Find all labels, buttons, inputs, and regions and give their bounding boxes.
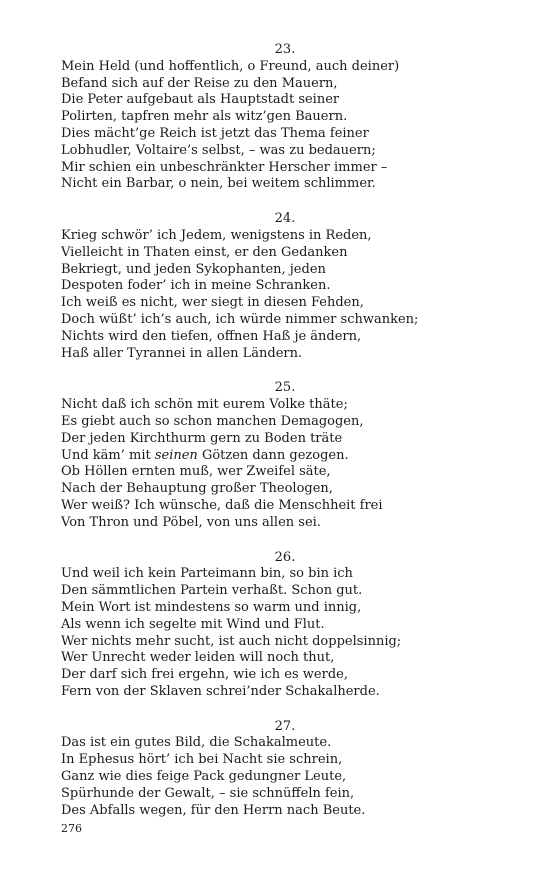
stanza — [61, 42, 501, 193]
verse-text: Nicht ein Barbar, o nein, bei weitem schlimmer. — [61, 176, 376, 192]
verse-text: Nach der Behauptung großer Theologen, — [61, 481, 333, 497]
verse-line — [61, 617, 501, 634]
verse-line — [61, 583, 501, 600]
verse-text: Dies mächt’ge Reich ist jetzt das Thema feiner — [61, 125, 369, 141]
verse-text: Haß aller Tyrannei in allen Ländern. — [61, 345, 303, 361]
verse-line — [61, 143, 501, 160]
verse-text: Polirten, tapfren mehr als witz’gen Bauern. — [61, 109, 348, 125]
verse-line — [61, 566, 501, 583]
verse-line — [61, 176, 501, 193]
verse-line — [61, 397, 501, 414]
verse-line — [61, 126, 501, 143]
verse-line — [61, 329, 501, 346]
stanza-number: 26. — [274, 549, 296, 565]
verse-line — [61, 92, 501, 109]
poem-text — [61, 42, 501, 837]
verse-text: Als wenn ich segelte mit Wind und Flut. — [61, 616, 325, 632]
verse-line — [61, 346, 501, 363]
verse-text: Mein Held (und hoffentlich, o Freund, auch deiner) — [61, 58, 400, 74]
verse-text: Des Abfalls wegen, für den Herrn nach Beute. — [61, 802, 366, 818]
verse-text: Ob Höllen ernten muß, wer Zweifel säte, — [61, 464, 331, 480]
verse-text: Den sämmtlichen Partein verhaßt. Schon gut. — [61, 583, 363, 599]
verse-line — [61, 481, 501, 498]
stanza-number: 23. — [274, 42, 296, 57]
verse-line — [61, 634, 501, 651]
verse-line — [61, 228, 501, 245]
verse-line — [61, 769, 501, 786]
verse-text: Spürhunde der Gewalt, – sie schnüffeln fein, — [61, 785, 355, 801]
stanza-number: 27. — [274, 718, 296, 734]
stanza — [61, 719, 501, 820]
verse-text: Bekriegt, und jeden Sykophanten, jeden — [61, 261, 326, 277]
verse-line — [61, 431, 501, 448]
verse-text: Wer weiß? Ich wünsche, daß die Menschheit frei — [61, 497, 383, 513]
verse-line — [61, 245, 501, 262]
verse-text: Und weil ich kein Parteimann bin, so bin ich — [61, 566, 353, 582]
verse-line — [61, 735, 501, 752]
emphasized-word: seinen — [154, 447, 198, 463]
verse-text: Doch wüßt’ ich’s auch, ich würde nimmer schwanken; — [61, 311, 419, 327]
verse-line — [61, 803, 501, 820]
verse-text: Das ist ein gutes Bild, die Schakalmeute. — [61, 735, 332, 751]
verse-text: Fern von der Sklaven schrei’nder Schakalherde. — [61, 683, 380, 699]
verse-text: Götzen dann gezogen. — [197, 447, 349, 463]
verse-text: Der darf sich frei ergehn, wie ich es werde, — [61, 667, 348, 683]
verse-text: Nichts wird den tiefen, offnen Haß je ändern, — [61, 328, 362, 344]
verse-text: Der jeden Kirchthurm gern zu Boden träte — [61, 430, 343, 446]
verse-line — [61, 160, 501, 177]
verse-line — [61, 448, 501, 465]
verse-text: Und käm’ mit — [61, 447, 155, 463]
verse-line — [61, 414, 501, 431]
verse-text: Befand sich auf der Reise zu den Mauern, — [61, 75, 338, 91]
verse-text: Die Peter aufgebaut als Hauptstadt seiner — [61, 92, 340, 108]
verse-text: Krieg schwör’ ich Jedem, wenigstens in Reden, — [61, 227, 372, 243]
verse-line — [61, 600, 501, 617]
verse-text: Mein Wort ist mindestens so warm und innig, — [61, 599, 362, 615]
verse-line — [61, 262, 501, 279]
verse-text: Ich weiß es nicht, wer siegt in diesen Fehden, — [61, 295, 364, 311]
verse-text: In Ephesus hört’ ich bei Nacht sie schrein, — [61, 752, 343, 768]
verse-text: Vielleicht in Thaten einst, er den Gedanken — [61, 244, 348, 260]
stanza-number: 25. — [274, 380, 296, 396]
verse-line — [61, 752, 501, 769]
verse-line — [61, 650, 501, 667]
verse-line — [61, 684, 501, 701]
stanza — [61, 211, 501, 362]
verse-line — [61, 464, 501, 481]
verse-line — [61, 667, 501, 684]
verse-text: Mir schien ein unbeschränkter Herscher immer – — [61, 159, 388, 175]
verse-line — [61, 59, 501, 76]
verse-text: Von Thron und Pöbel, von uns allen sei. — [61, 514, 321, 530]
stanza — [61, 380, 501, 531]
verse-line — [61, 312, 501, 329]
verse-line — [61, 498, 501, 515]
verse-line — [61, 295, 501, 312]
verse-line — [61, 786, 501, 803]
page-number: 276 — [61, 822, 82, 835]
verse-text: Despoten foder’ ich in meine Schranken. — [61, 278, 331, 294]
stanza — [61, 550, 501, 701]
verse-line — [61, 76, 501, 93]
verse-line — [61, 515, 501, 532]
verse-text: Wer nichts mehr sucht, ist auch nicht doppelsinnig; — [61, 633, 402, 649]
verse-line — [61, 109, 501, 126]
verse-text: Ganz wie dies feige Pack gedungner Leute, — [61, 769, 347, 785]
verse-line — [61, 278, 501, 295]
verse-text: Wer Unrecht weder leiden will noch thut, — [61, 650, 335, 666]
verse-text: Es giebt auch so schon manchen Demagogen, — [61, 413, 364, 429]
verse-text: Nicht daß ich schön mit eurem Volke thäte; — [61, 397, 348, 413]
verse-text: Lobhudler, Voltaire’s selbst, – was zu bedauern; — [61, 142, 376, 158]
stanza-number: 24. — [274, 211, 296, 227]
